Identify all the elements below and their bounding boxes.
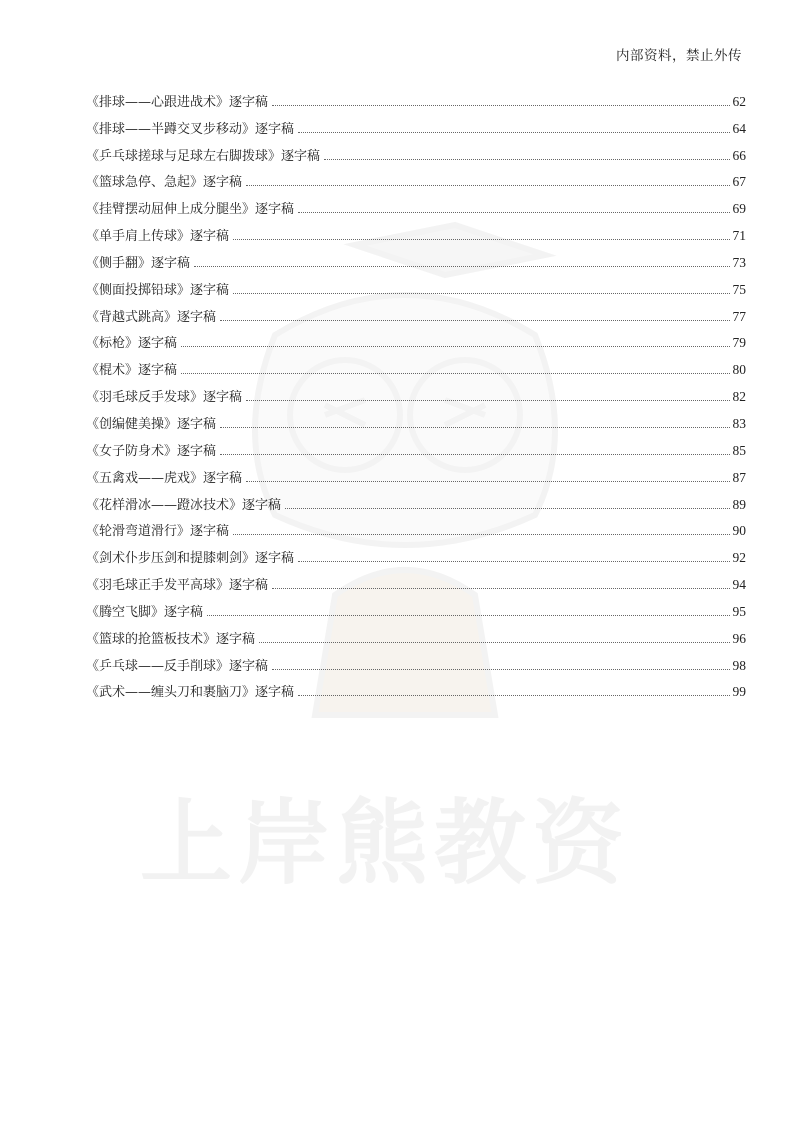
toc-entry[interactable]	[86, 271, 746, 298]
toc-entry[interactable]	[86, 513, 746, 540]
toc-entry-page-number: 71	[732, 228, 746, 244]
toc-entry-page-number: 85	[732, 442, 746, 458]
toc-dot-leader	[233, 533, 730, 535]
toc-entry[interactable]	[86, 566, 746, 593]
toc-dot-leader	[194, 265, 730, 267]
toc-dot-leader	[246, 184, 730, 186]
header-note: 内部资料，禁止外传	[616, 48, 742, 64]
toc-entry-title: 《女子防身术》逐字稿	[86, 443, 217, 459]
toc-entry[interactable]	[86, 325, 746, 352]
toc-entry[interactable]	[86, 620, 746, 647]
toc-entry-title: 《侧面投掷铅球》逐字稿	[86, 282, 230, 298]
toc-entry[interactable]	[86, 351, 746, 378]
toc-dot-leader	[272, 668, 730, 670]
toc-entry[interactable]	[86, 459, 746, 486]
toc-entry-page-number: 90	[732, 523, 746, 539]
toc-dot-leader	[207, 614, 730, 616]
toc-dot-leader	[181, 372, 730, 374]
toc-entry[interactable]	[86, 486, 746, 513]
toc-entry-title: 《挂臂摆动屈伸上成分腿坐》逐字稿	[86, 202, 295, 218]
toc-entry[interactable]	[86, 405, 746, 432]
toc-entry-title: 《篮球急停、急起》逐字稿	[86, 175, 243, 191]
toc-entry-title: 《排球——心跟进战术》逐字稿	[86, 94, 269, 110]
toc-entry-page-number: 79	[732, 335, 746, 351]
toc-entry-page-number: 67	[732, 174, 746, 190]
toc-entry-page-number: 69	[732, 201, 746, 217]
toc-entry-title: 《羽毛球正手发平高球》逐字稿	[86, 578, 269, 594]
toc-dot-leader	[298, 560, 730, 562]
toc-entry[interactable]	[86, 244, 746, 271]
toc-entry-title: 《五禽戏——虎戏》逐字稿	[86, 470, 243, 486]
toc-entry-page-number: 99	[732, 684, 746, 700]
toc-entry-page-number: 82	[732, 389, 746, 405]
toc-entry-page-number: 75	[732, 281, 746, 297]
toc-entry-page-number: 62	[732, 93, 746, 109]
toc-entry-page-number: 64	[732, 120, 746, 136]
toc-entry[interactable]	[86, 539, 746, 566]
toc-entry-page-number: 98	[732, 657, 746, 673]
toc-entry[interactable]	[86, 298, 746, 325]
toc-entry-title: 《腾空飞脚》逐字稿	[86, 604, 204, 620]
toc-entry-page-number: 73	[732, 254, 746, 270]
toc-entry-title: 《创编健美操》逐字稿	[86, 416, 217, 432]
toc-dot-leader	[298, 694, 730, 696]
toc-dot-leader	[272, 104, 730, 106]
toc-entry[interactable]	[86, 647, 746, 674]
toc-entry-title: 《侧手翻》逐字稿	[86, 255, 191, 271]
toc-dot-leader	[272, 587, 730, 589]
toc-entry[interactable]	[86, 674, 746, 701]
toc-entry-page-number: 66	[732, 147, 746, 163]
toc-entry-title: 《乒乓球——反手削球》逐字稿	[86, 658, 269, 674]
toc-dot-leader	[324, 158, 730, 160]
toc-entry[interactable]	[86, 378, 746, 405]
toc-dot-leader	[233, 292, 730, 294]
toc-entry[interactable]	[86, 593, 746, 620]
toc-entry[interactable]	[86, 137, 746, 164]
toc-entry-title: 《背越式跳高》逐字稿	[86, 309, 217, 325]
toc-entry-title: 《单手肩上传球》逐字稿	[86, 229, 230, 245]
toc-dot-leader	[285, 507, 730, 509]
toc-entry-title: 《篮球的抢篮板技术》逐字稿	[86, 631, 256, 647]
toc-dot-leader	[233, 238, 730, 240]
toc-entry-title: 《乒乓球搓球与足球左右脚拨球》逐字稿	[86, 148, 321, 164]
toc-entry-title: 《剑术仆步压剑和提膝刺剑》逐字稿	[86, 551, 295, 567]
toc-entry-page-number: 92	[732, 550, 746, 566]
toc-entry-title: 《花样滑冰——蹬冰技术》逐字稿	[86, 497, 282, 513]
toc-entry-page-number: 80	[732, 362, 746, 378]
toc-dot-leader	[298, 131, 730, 133]
toc-entry-page-number: 89	[732, 496, 746, 512]
toc-entry-title: 《棍术》逐字稿	[86, 363, 178, 379]
toc-entry-title: 《排球——半蹲交叉步移动》逐字稿	[86, 121, 295, 137]
table-of-contents	[86, 83, 746, 700]
toc-entry[interactable]	[86, 164, 746, 191]
toc-dot-leader	[246, 399, 730, 401]
toc-dot-leader	[246, 480, 730, 482]
toc-entry-page-number: 96	[732, 630, 746, 646]
toc-entry-page-number: 87	[732, 469, 746, 485]
toc-entry-page-number: 95	[732, 603, 746, 619]
toc-entry-title: 《标枪》逐字稿	[86, 336, 178, 352]
toc-entry-page-number: 77	[732, 308, 746, 324]
toc-entry[interactable]	[86, 217, 746, 244]
toc-entry[interactable]	[86, 110, 746, 137]
toc-entry-page-number: 83	[732, 415, 746, 431]
toc-entry[interactable]	[86, 83, 746, 110]
toc-entry-title: 《羽毛球反手发球》逐字稿	[86, 390, 243, 406]
watermark-text: 上岸熊教资	[140, 790, 631, 897]
toc-entry-title: 《武术——缠头刀和裹脑刀》逐字稿	[86, 685, 295, 701]
toc-entry-title: 《轮滑弯道滑行》逐字稿	[86, 524, 230, 540]
toc-dot-leader	[220, 319, 730, 321]
toc-entry-page-number: 94	[732, 577, 746, 593]
toc-entry[interactable]	[86, 190, 746, 217]
toc-dot-leader	[259, 641, 730, 643]
toc-dot-leader	[220, 453, 730, 455]
toc-entry[interactable]	[86, 432, 746, 459]
toc-dot-leader	[220, 426, 730, 428]
toc-dot-leader	[181, 345, 730, 347]
toc-dot-leader	[298, 211, 730, 213]
